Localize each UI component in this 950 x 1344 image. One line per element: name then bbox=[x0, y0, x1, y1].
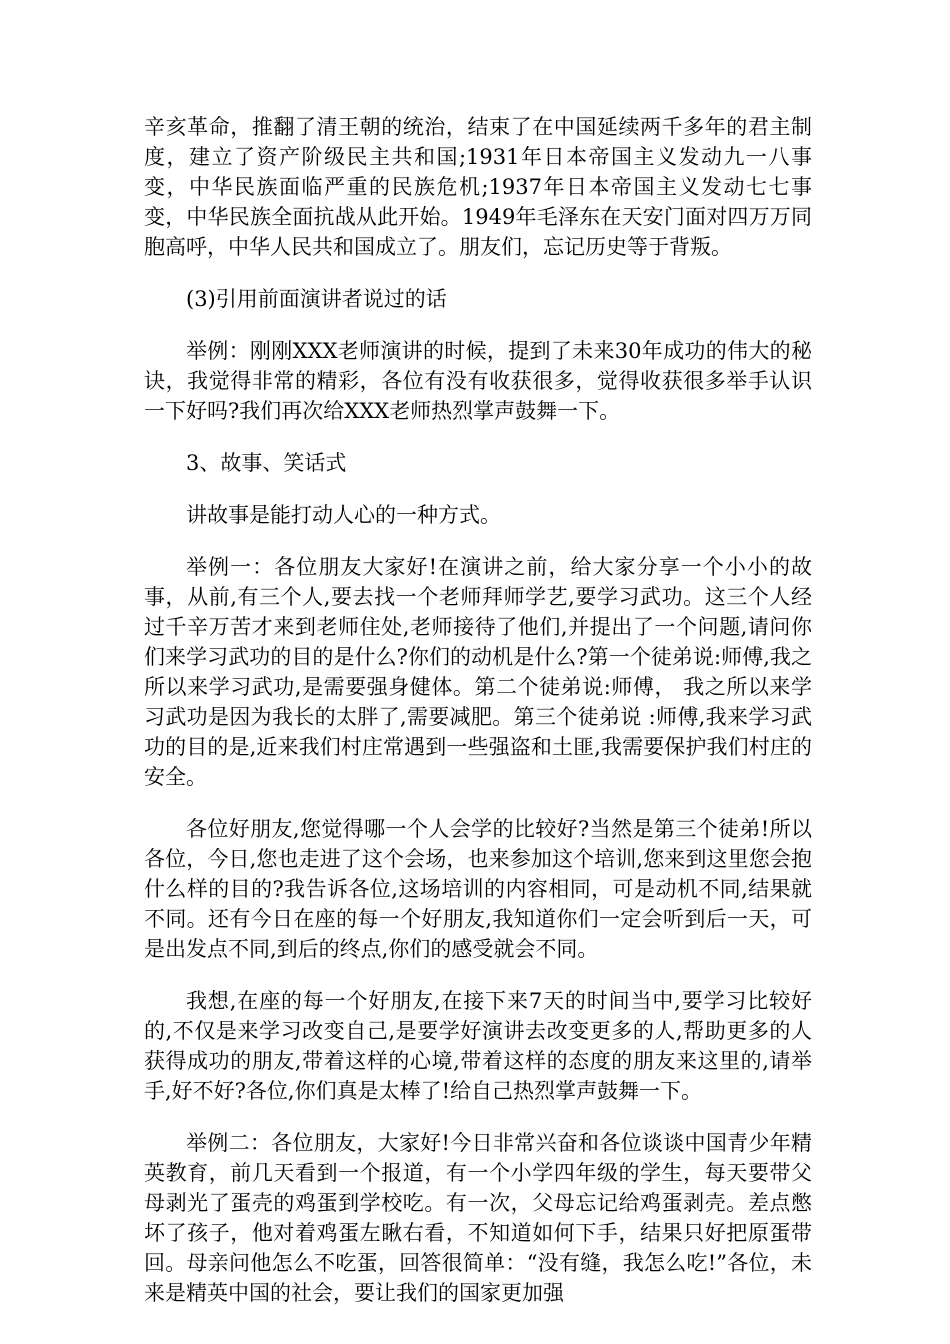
heading-story-joke: 3、故事、笑话式 bbox=[186, 451, 347, 475]
paragraph-example-one: 举例一：各位朋友大家好!在演讲之前，给大家分享一个小小的故事，从前,有三个人,要去找一个老师拜师学艺,要学习武功。这三个人经过千辛万苦才来到老师住处,老师接待了他们,并提出了一个问题,请问你们来学习武功的目的是什么?你们的动机是什么?第一个徒弟说:师傅,我之所以来学习武功,是需要强身健体。第二个徒弟说:师傅， 我之所以来学习武功是因为我长的太胖了,需要减肥。第三个徒弟说 :师傅,我来学习武功的目的是,近来我们村庄常遇到一些强盗和土匪,我需要保护我们村庄的安全。 bbox=[144, 555, 812, 789]
paragraph-history-events: 辛亥革命，推翻了清王朝的统治，结束了在中国延续两千多年的君主制度，建立了资产阶级民主共和国;1931年日本帝国主义发动九一八事变，中华民族面临严重的民族危机;1937年日本帝国主义发动七七事变，中华民族全面抗战从此开始。1949年毛泽东在天安门面对四万万同胞高呼，中华人民共和国成立了。朋友们，忘记历史等于背叛。 bbox=[144, 115, 812, 259]
paragraph-seven-days: 我想,在座的每一个好朋友,在接下来7天的时间当中,要学习比较好的,不仅是来学习改变自己,是要学好演讲去改变更多的人,帮助更多的人获得成功的朋友,带着这样的心境,带着这样的态度的朋友来这里的,请举手,好不好?各位,你们真是太棒了!给自己热烈掌声鼓舞一下。 bbox=[144, 989, 812, 1103]
paragraph-story-intro: 讲故事是能打动人心的一种方式。 bbox=[186, 503, 501, 527]
paragraph-quote-example: 举例：刚刚XXX老师演讲的时候，提到了未来30年成功的伟大的秘诀，我觉得非常的精彩，各位有没有收获很多，觉得收获很多举手认识一下好吗?我们再次给XXX老师热烈掌声鼓舞一下。 bbox=[144, 339, 812, 423]
paragraph-third-disciple: 各位好朋友,您觉得哪一个人会学的比较好?当然是第三个徒弟!所以各位，今日,您也走进了这个会场，也来参加这个培训,您来到这里您会抱什么样的目的?我告诉各位,这场培训的内容相同，可是动机不同,结果就不同。还有今日在座的每一个好朋友,我知道你们一定会听到后一天，可是出发点不同,到后的终点,你们的感受就会不同。 bbox=[144, 817, 812, 961]
paragraph-example-two: 举例二：各位朋友，大家好!今日非常兴奋和各位谈谈中国青少年精英教育，前几天看到一个报道，有一个小学四年级的学生，每天要带父母剥光了蛋壳的鸡蛋到学校吃。有一次，父母忘记给鸡蛋剥壳。差点憋坏了孩子，他对着鸡蛋左瞅右看，不知道如何下手，结果只好把原蛋带回。母亲问他怎么不吃蛋，回答很简单：“没有缝，我怎么吃!”各位，未来是精英中国的社会，要让我们的国家更加强 bbox=[144, 1131, 812, 1305]
heading-quote-previous-speaker: (3)引用前面演讲者说过的话 bbox=[186, 287, 447, 311]
document-body bbox=[144, 112, 812, 1330]
